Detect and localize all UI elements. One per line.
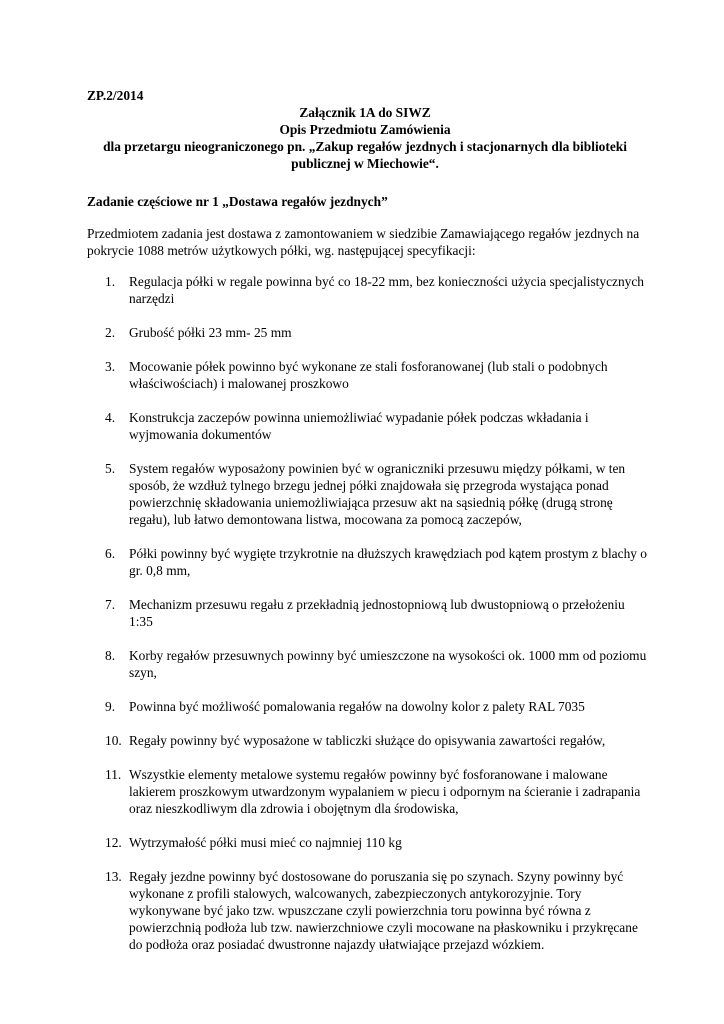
- list-item-text: Wytrzymałość półki musi mieć co najmniej 110 kg: [129, 835, 402, 850]
- reference-number: ZP.2/2014: [87, 88, 144, 103]
- list-item-text: Półki powinny być wygięte trzykrotnie na dłuższych krawędziach pod kątem prostym z blachy o gr. 0,8 mm,: [129, 546, 647, 578]
- list-item: [87, 698, 647, 715]
- list-item-text: Mocowanie półek powinno być wykonane ze stali fosforanowanej (lub stali o podobnych właściwościach) i malowanej proszkowo: [129, 359, 608, 391]
- list-item: [87, 460, 647, 528]
- list-item-number: 7.: [105, 597, 116, 612]
- list-item: [87, 324, 647, 341]
- list-item-text: Konstrukcja zaczepów powinna uniemożliwiać wypadanie półek podczas wkładania i wyjmowania dokumentów: [129, 410, 589, 442]
- list-item-number: 1.: [105, 274, 116, 289]
- task-title: Zadanie częściowe nr 1 „Dostawa regałów jezdnych”: [87, 194, 388, 209]
- specification-list: [87, 273, 647, 970]
- document-header: [87, 104, 643, 172]
- list-item: [87, 732, 647, 749]
- list-item-number: 4.: [105, 410, 116, 425]
- list-item-number: 13.: [105, 869, 122, 884]
- header-line-3: dla przetargu nieograniczonego pn. „Zakup regałów jezdnych i stacjonarnych dla biblioteki: [103, 139, 627, 154]
- list-item: [87, 834, 647, 851]
- list-item: [87, 358, 647, 392]
- list-item: [87, 766, 647, 817]
- list-item-number: 12.: [105, 835, 122, 850]
- header-line-2: Opis Przedmiotu Zamówienia: [279, 122, 451, 137]
- list-item-number: 8.: [105, 648, 116, 663]
- header-line-4: publicznej w Miechowie“.: [291, 156, 439, 171]
- list-item: [87, 273, 647, 307]
- list-item-number: 6.: [105, 546, 116, 561]
- list-item-number: 10.: [105, 733, 122, 748]
- list-item: [87, 409, 647, 443]
- list-item: [87, 596, 647, 630]
- list-item-text: Mechanizm przesuwu regału z przekładnią jednostopniową lub dwustopniową o przełożeniu 1:35: [129, 597, 625, 629]
- list-item-number: 11.: [105, 767, 122, 782]
- list-item-text: Powinna być możliwość pomalowania regałów na dowolny kolor z palety RAL 7035: [129, 699, 585, 714]
- list-item-text: Grubość półki 23 mm- 25 mm: [129, 325, 292, 340]
- list-item-text: Korby regałów przesuwnych powinny być umieszczone na wysokości ok. 1000 mm od poziomu szyn,: [129, 648, 647, 680]
- list-item-text: System regałów wyposażony powinien być w ograniczniki przesuwu między półkami, w ten sposób, że wzdłuż tylnego brzegu jednej półki znajdowała się przegroda wystająca ponad powierzchnię składowania uniemożliwiająca przesuw akt na sąsiednią półkę (drugą stronę regału), lub łatwo demontowana listwa, mocowana za pomocą zaczepów,: [129, 461, 626, 527]
- list-item-number: 3.: [105, 359, 116, 374]
- list-item-number: 5.: [105, 461, 116, 476]
- list-item-number: 2.: [105, 325, 116, 340]
- header-line-1: Załącznik 1A do SIWZ: [299, 105, 431, 120]
- list-item-text: Regulacja półki w regale powinna być co 18-22 mm, bez konieczności użycia specjalistycznych narzędzi: [129, 274, 644, 306]
- list-item-text: Regały powinny być wyposażone w tabliczki służące do opisywania zawartości regałów,: [129, 733, 606, 748]
- list-item: [87, 545, 647, 579]
- list-item-text: Wszystkie elementy metalowe systemu regałów powinny być fosforanowane i malowane lakierem proszkowym utwardzonym wypalaniem w piecu i odpornym na ścieranie i zadrapania oraz nieszkodliwym dla zdrowia i obojętnym dla środowiska,: [129, 767, 641, 816]
- list-item-number: 9.: [105, 699, 116, 714]
- list-item-text: Regały jezdne powinny być dostosowane do poruszania się po szynach. Szyny powinny być wykonane z profili stalowych, walcowanych, zabezpieczonych antykorozyjnie. Tory wykonywane być jako tzw. wpuszczane czyli powierzchnia toru powinna być równa z powierzchnią podłoża lub tzw. nawierzchniowe czyli mocowane na płaskowniku i przykręcane do podłoża oraz posiadać dwustronne najazdy ułatwiające przejazd wózkiem.: [129, 869, 638, 952]
- list-item: [87, 868, 647, 953]
- list-item: [87, 647, 647, 681]
- intro-paragraph: Przedmiotem zadania jest dostawa z zamontowaniem w siedzibie Zamawiającego regałów jezdnych na pokrycie 1088 metrów użytkowych półki, wg. następującej specyfikacji:: [87, 226, 640, 258]
